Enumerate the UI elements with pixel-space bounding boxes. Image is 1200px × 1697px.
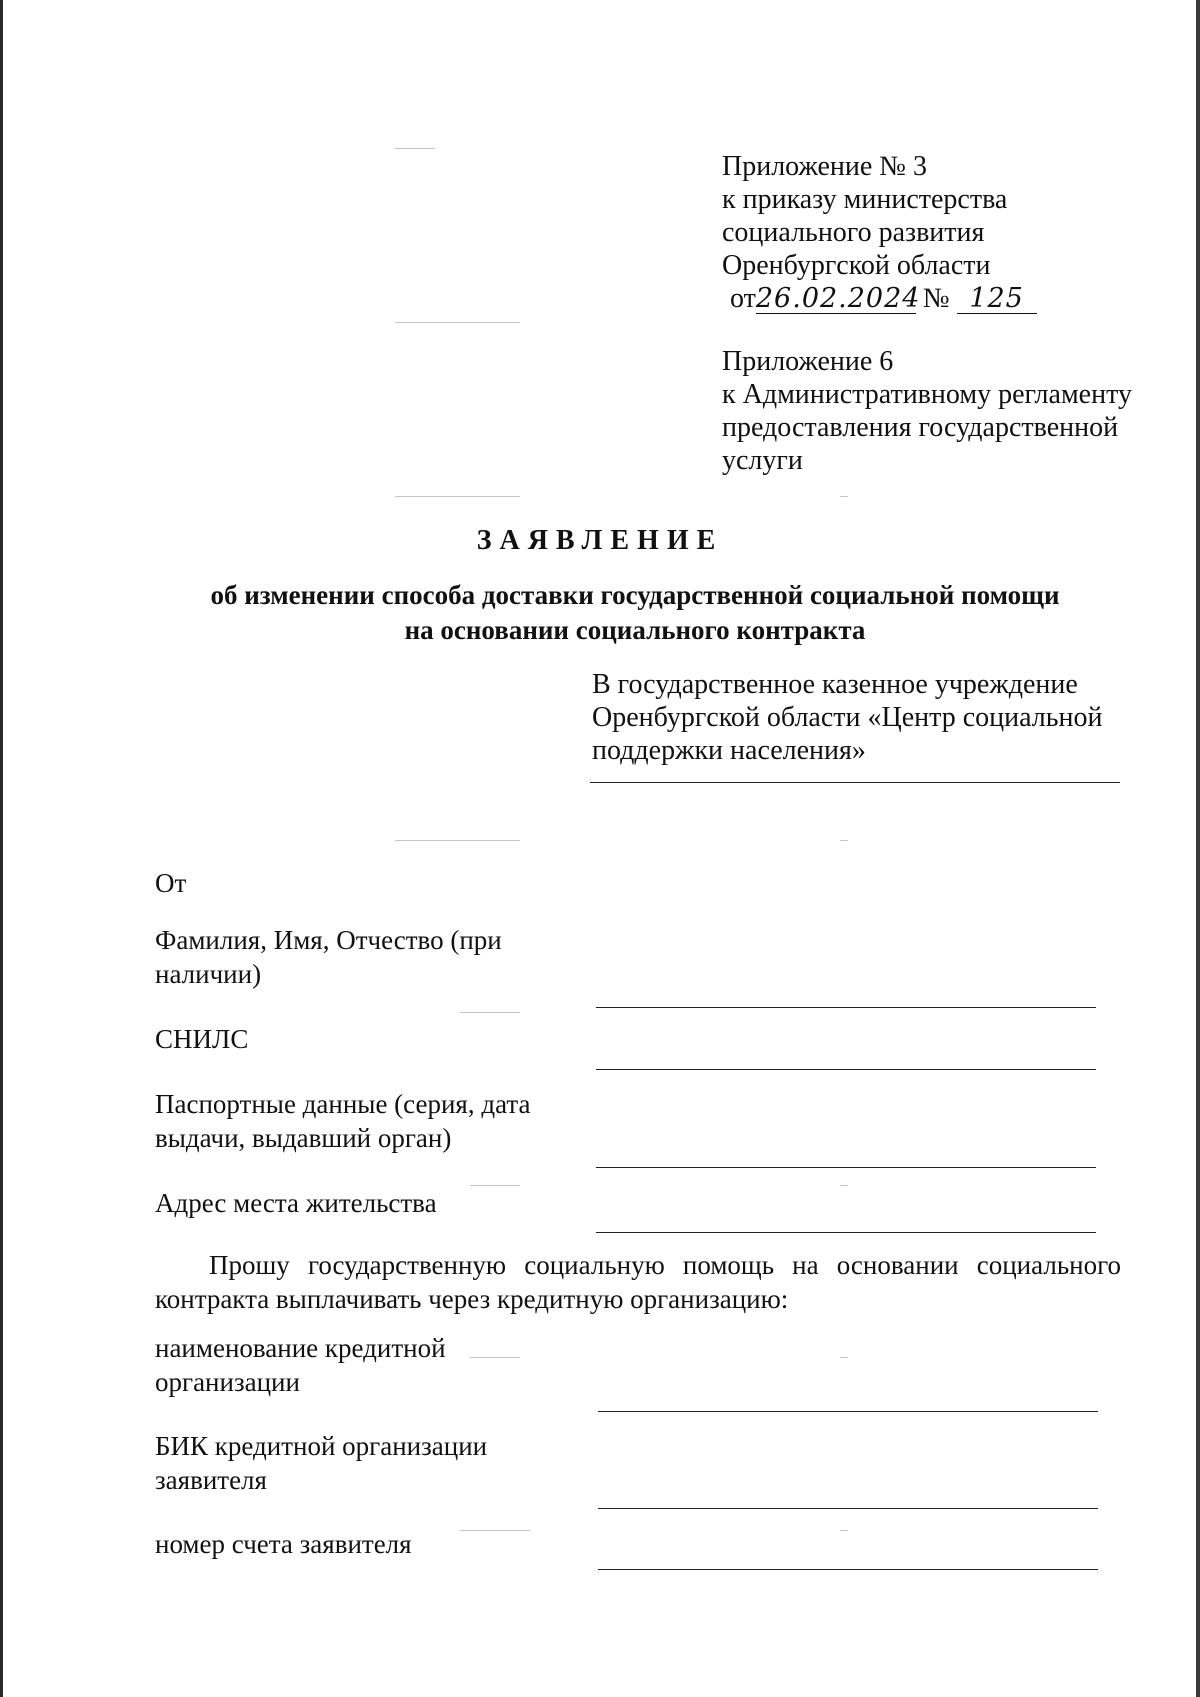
order-number-handwritten: 125 — [957, 285, 1037, 314]
scan-speck — [840, 1185, 848, 1186]
scan-speck — [395, 148, 435, 149]
scan-edge-right — [1196, 0, 1200, 1697]
appendix-3-line-ministry: социального развития — [722, 217, 985, 248]
number-prefix: № — [922, 283, 950, 314]
scan-speck — [470, 1357, 520, 1358]
fio-label-line-2: наличии) — [155, 959, 262, 989]
scan-speck — [395, 840, 520, 841]
appendix-6-title: Приложение 6 — [722, 346, 894, 377]
appendix-3-date-number — [722, 282, 1037, 315]
scan-speck — [840, 1357, 848, 1358]
scan-speck — [840, 1530, 848, 1531]
snils-label: СНИЛС — [155, 1024, 249, 1054]
appendix-6-line-provision: предоставления государственной — [722, 412, 1119, 443]
addressee-line-1: В государственное казенное учреждение — [592, 669, 1078, 700]
fio-input-line[interactable] — [596, 1007, 1096, 1008]
appendix-3-title: Приложение № 3 — [722, 151, 927, 182]
scan-speck — [840, 496, 848, 497]
passport-label-line-1: Паспортные данные (серия, дата — [155, 1089, 531, 1119]
scan-speck — [395, 322, 520, 323]
scan-speck — [470, 1185, 520, 1186]
addressee-line-2: Оренбургской области «Центр социальной — [592, 702, 1103, 733]
addressee-line-3: поддержки населения» — [592, 735, 866, 766]
fio-label — [155, 923, 502, 991]
from-label: От — [155, 868, 187, 898]
scan-speck — [460, 1012, 520, 1013]
appendix-6-line-regulation: к Административному регламенту — [722, 379, 1132, 410]
request-paragraph: Прошу государственную социальную помощь на основании социального контракта выплачивать через кредитную организацию: — [155, 1250, 1121, 1314]
passport-input-line[interactable] — [596, 1167, 1096, 1168]
scan-speck — [460, 1530, 530, 1531]
passport-label-line-2: выдачи, выдавший орган) — [155, 1123, 452, 1153]
bank-name-label — [155, 1331, 446, 1399]
bank-name-label-line-2: организации — [155, 1367, 300, 1397]
appendix-3-line-order: к приказу министерства — [722, 184, 1008, 215]
address-input-line[interactable] — [596, 1232, 1096, 1233]
appendix-6-line-service: услуги — [722, 445, 803, 476]
scan-speck — [395, 496, 520, 497]
snils-input-line[interactable] — [596, 1069, 1096, 1070]
date-prefix: от — [730, 283, 756, 314]
order-date-handwritten: 26.02.2024 — [755, 283, 921, 314]
appendix-3-header — [722, 150, 1037, 315]
addressee-blank-line[interactable] — [590, 782, 1120, 783]
document-title: ЗАЯВЛЕНИЕ — [476, 525, 724, 556]
appendix-6-header — [722, 345, 1132, 477]
subtitle-line-2: на основании социального контракта — [404, 615, 866, 645]
scan-edge-left — [0, 0, 3, 1697]
document-subtitle — [0, 578, 1200, 648]
bik-label — [155, 1429, 487, 1497]
account-input-line[interactable] — [598, 1569, 1098, 1570]
account-label: номер счета заявителя — [155, 1529, 412, 1559]
fio-label-line-1: Фамилия, Имя, Отчество (при — [155, 925, 502, 955]
bik-label-line-2: заявителя — [155, 1465, 267, 1495]
bik-input-line[interactable] — [598, 1508, 1098, 1509]
bik-label-line-1: БИК кредитной организации — [155, 1431, 488, 1461]
subtitle-line-1: об изменении способа доставки государственной социальной помощи — [210, 580, 1060, 610]
bank-name-label-line-1: наименование кредитной — [155, 1333, 446, 1363]
address-label: Адрес места жительства — [155, 1188, 437, 1218]
appendix-3-line-region: Оренбургской области — [722, 250, 991, 281]
addressee-block — [592, 668, 1102, 767]
scan-speck — [840, 840, 848, 841]
bank-name-input-line[interactable] — [598, 1411, 1098, 1412]
passport-label — [155, 1087, 530, 1155]
